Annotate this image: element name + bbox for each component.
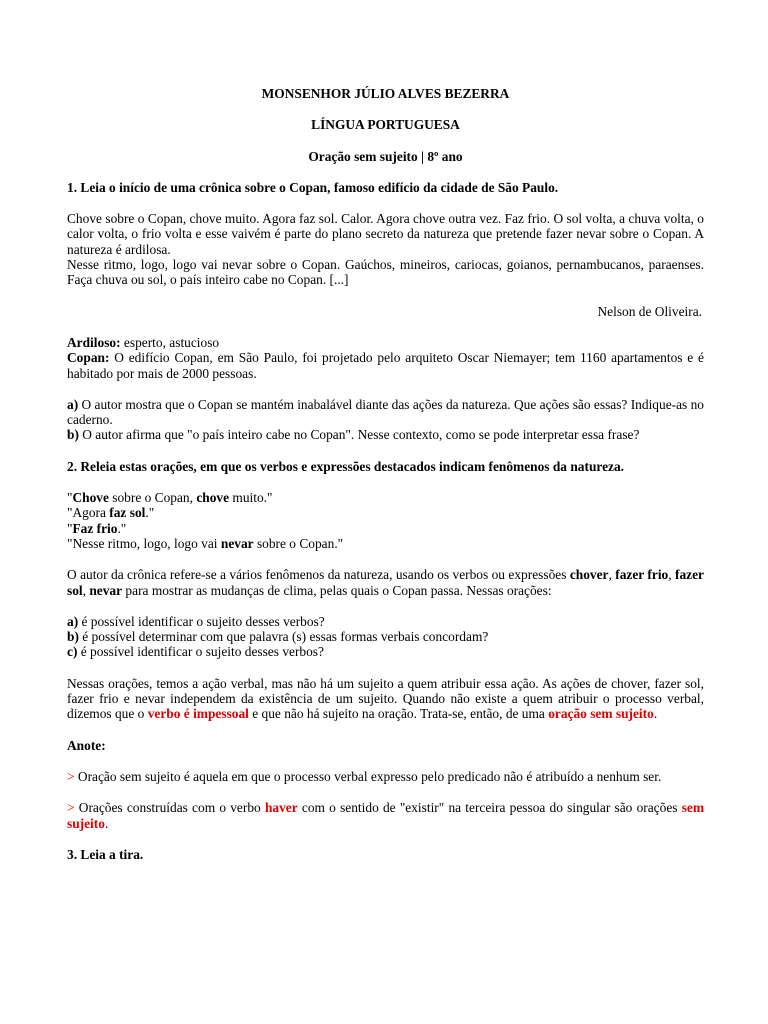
- note-item-1: [67, 769, 704, 784]
- chronicle-author: Nelson de Oliveira.: [597, 303, 702, 319]
- school-name: MONSENHOR JÚLIO ALVES BEZERRA: [261, 86, 510, 101]
- item-label: a): [67, 396, 79, 412]
- item-text: O autor afirma que "o país inteiro cabe no Copan". Nesse contexto, como se pode interpretar essa frase?: [78, 427, 640, 443]
- question-2-title: 2. Releia estas orações, em que os verbos e expressões destacados indicam fenômenos da natureza.: [67, 458, 625, 474]
- verb-highlight: nevar: [89, 582, 123, 598]
- red-highlight: haver: [264, 800, 298, 816]
- question-3-title: 3. Leia a tira.: [67, 846, 144, 862]
- explanation-paragraph: [67, 676, 704, 722]
- glossary-definition: O edifício Copan, em São Paulo, foi projetado pelo arquiteto Oscar Niemayer; tem 1160 apartamentos e é habitado por mais de 2000 pessoas.: [67, 350, 704, 381]
- paragraph-text: .: [653, 706, 658, 722]
- paragraph-text: Nessas orações, temos a ação verbal, mas não há um sujeito a quem atribuir essa ação. As ações de chover, fazer sol, fazer frio e nevar independem da existência de um sujeito. Quando não existe a quem atribuir o processo verbal, dizemos que o: [67, 675, 704, 722]
- quote-highlight: Faz frio: [72, 520, 118, 536]
- note-item-2: [67, 800, 704, 831]
- note-text: Orações construídas com o verbo: [74, 800, 265, 816]
- quote-text: "Agora: [67, 505, 110, 521]
- quote-text: .": [145, 505, 155, 521]
- red-highlight: verbo é impessoal: [147, 706, 249, 722]
- quote-text: ": [67, 490, 73, 506]
- document-content: [67, 86, 704, 862]
- question-2c: [67, 644, 704, 659]
- quote-line-1: [67, 490, 704, 505]
- quote-text: sobre o Copan.": [253, 535, 344, 551]
- note-text: .: [104, 815, 109, 831]
- quote-text: muito.": [229, 490, 273, 506]
- item-label: b): [67, 629, 79, 645]
- question-2a: [67, 614, 704, 629]
- glossary-ardiloso: [67, 335, 704, 350]
- note-text: com o sentido de "existir" na terceira pessoa do singular são orações: [297, 800, 682, 816]
- quote-highlight: chove: [196, 490, 230, 506]
- verb-highlight: chover: [569, 567, 609, 583]
- question-1b: [67, 427, 704, 442]
- quote-text: sobre o Copan,: [108, 490, 197, 506]
- note-title: Anote:: [67, 737, 106, 753]
- paragraph-text: ,: [608, 567, 616, 583]
- glossary-term: Ardiloso:: [67, 334, 121, 350]
- red-highlight: sem sujeito: [67, 800, 705, 831]
- quote-text: "Nesse ritmo, logo, logo vai: [67, 535, 221, 551]
- question-1a: [67, 397, 704, 428]
- paragraph-text: e que não há sujeito na oração. Trata-se, então, de uma: [248, 706, 549, 722]
- chronicle-paragraph-1: Chove sobre o Copan, chove muito. Agora faz sol. Calor. Agora chove outra vez. Faz frio. O sol volta, a chuva volta, o calor volta, o frio volta e esse vaivém é parte do plano secreto da natureza que pretende fazer nevar sobre o Copan. A natureza é ardilosa.: [67, 211, 704, 257]
- item-text: é possível identificar o sujeito desses verbos?: [78, 613, 325, 629]
- note-text: Oração sem sujeito é aquela em que o processo verbal expresso pelo predicado não é atribuído a nenhum ser.: [74, 768, 662, 784]
- item-text: O autor mostra que o Copan se mantém inabalável diante das ações da natureza. Que ações são essas? Indique-as no caderno.: [67, 396, 704, 428]
- item-label: c): [67, 644, 78, 660]
- verb-highlight: fazer frio: [615, 567, 669, 583]
- question-2-paragraph: [67, 567, 704, 598]
- quote-highlight: nevar: [220, 535, 254, 551]
- arrow-marker-icon: >: [67, 768, 75, 784]
- glossary-copan: [67, 350, 704, 381]
- paragraph-text: O autor da crônica refere-se a vários fenômenos da natureza, usando os verbos ou expressões: [67, 567, 570, 583]
- question-1-title: 1. Leia o início de uma crônica sobre o Copan, famoso edifício da cidade de São Paulo.: [67, 179, 559, 195]
- quote-line-3: [67, 521, 704, 536]
- item-label: a): [67, 613, 79, 629]
- quote-line-4: [67, 536, 704, 551]
- quote-highlight: Chove: [72, 490, 109, 506]
- verb-highlight: fazer sol: [67, 567, 704, 598]
- item-label: b): [67, 427, 79, 443]
- chronicle-paragraph-2: Nesse ritmo, logo, logo vai nevar sobre o Copan. Gaúchos, mineiros, cariocas, goianos, pernambucanos, paraenses. Faça chuva ou sol, o país inteiro cabe no Copan. [...]: [67, 257, 704, 288]
- quote-highlight: faz sol: [109, 505, 146, 521]
- paragraph-text: para mostrar as mudanças de clima, pelas quais o Copan passa. Nessas orações:: [122, 582, 552, 598]
- quote-text: ": [67, 520, 73, 536]
- question-2b: [67, 629, 704, 644]
- glossary-term: Copan:: [67, 350, 110, 366]
- glossary-definition: esperto, astucioso: [120, 334, 220, 350]
- red-highlight: oração sem sujeito: [548, 706, 654, 722]
- quote-text: .": [117, 520, 127, 536]
- item-text: é possível determinar com que palavra (s) essas formas verbais concordam?: [78, 629, 489, 645]
- item-text: é possível identificar o sujeito desses verbos?: [77, 644, 324, 660]
- quote-line-2: [67, 505, 704, 520]
- topic-title: Oração sem sujeito | 8º ano: [308, 148, 463, 164]
- subject-title: LÍNGUA PORTUGUESA: [311, 117, 460, 133]
- arrow-marker-icon: >: [67, 800, 75, 816]
- paragraph-text: ,: [668, 567, 675, 583]
- paragraph-text: ,: [82, 582, 90, 598]
